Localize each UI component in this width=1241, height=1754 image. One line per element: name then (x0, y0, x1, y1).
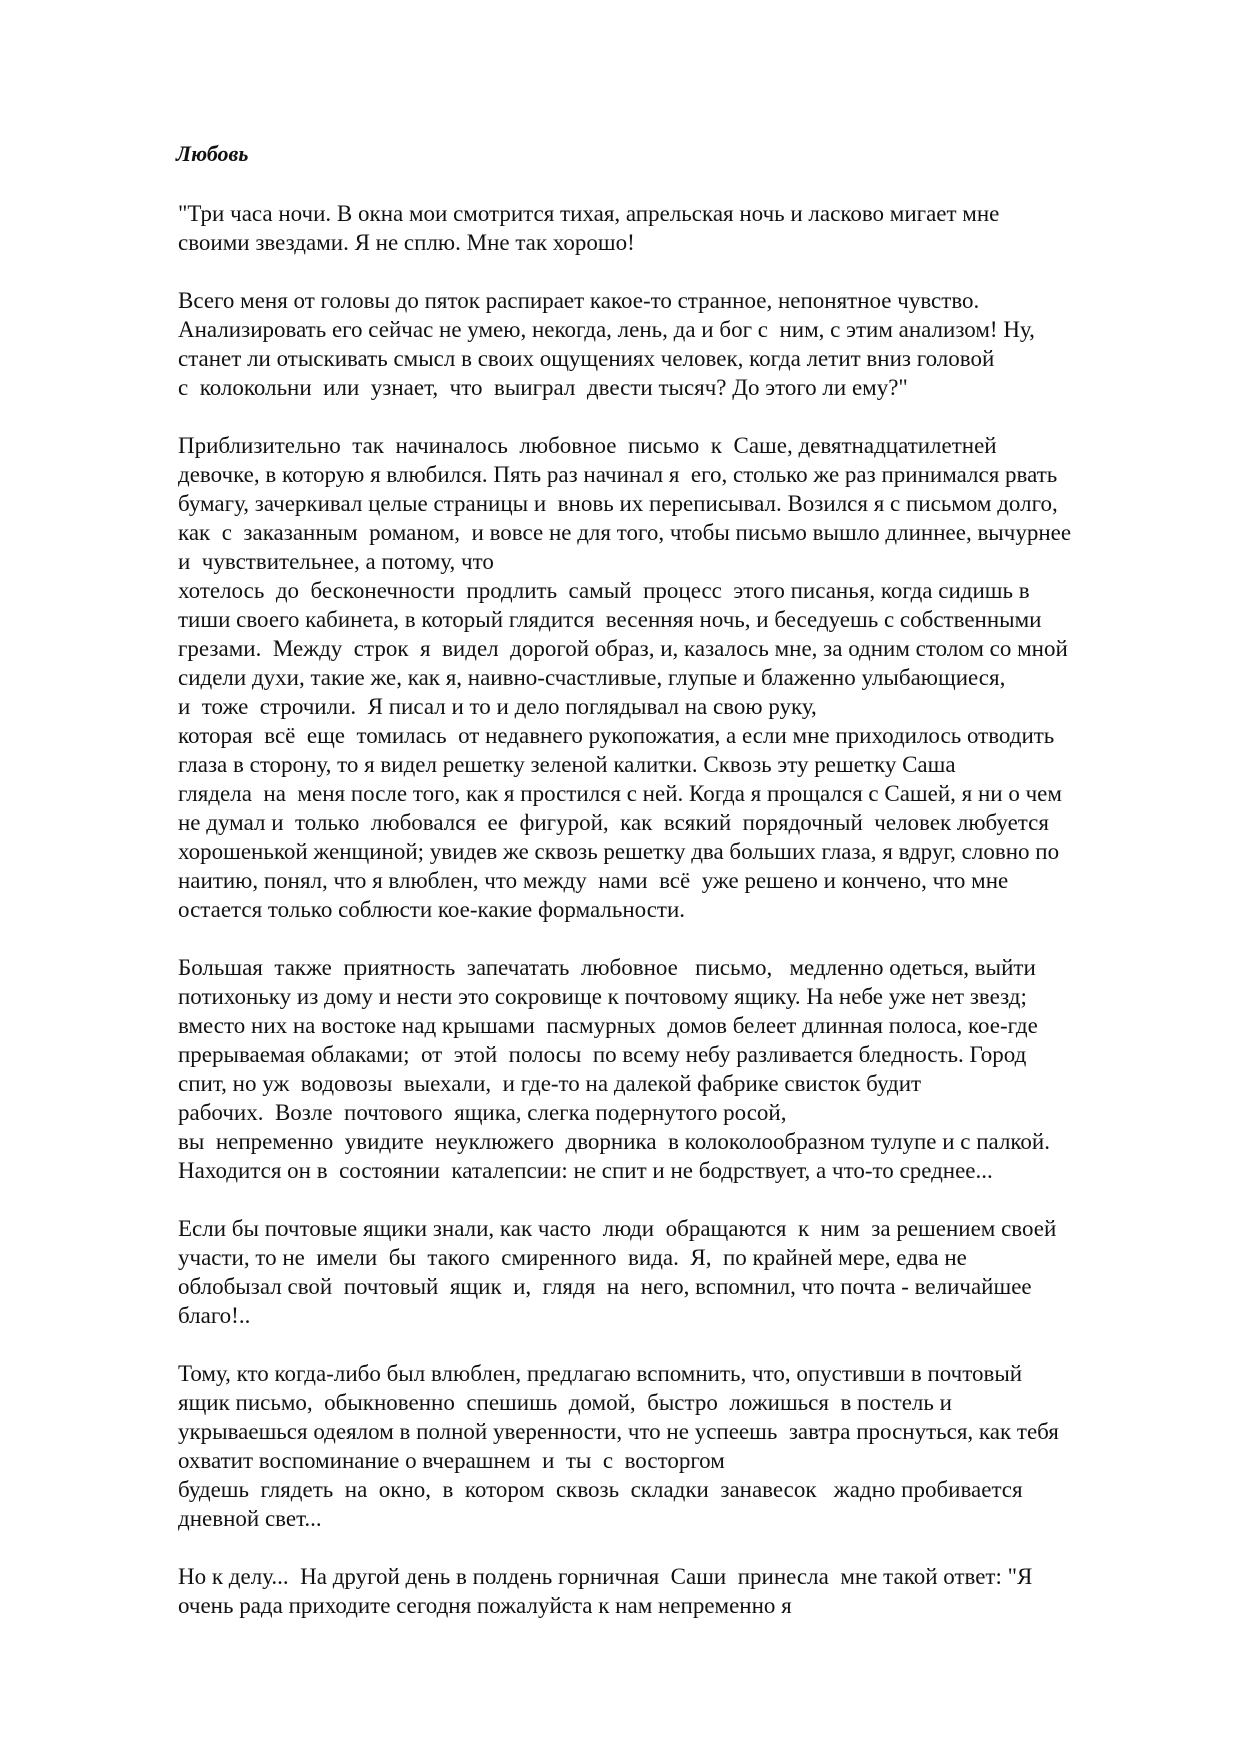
text-line: Всего меня от головы до пяток распирает какое-то странное, непонятное чувство. (178, 288, 980, 313)
text-line: Но к делу... На другой день в полдень горничная Саши принесла мне такой ответ: "Я (178, 1564, 1033, 1589)
text-line: как с заказанным романом, и вовсе не для того, чтобы письмо вышло длиннее, вычурнее (178, 520, 1072, 545)
document-body (178, 199, 1158, 1649)
text-line: очень рада приходите сегодня пожалуйста к нам непременно я (178, 1593, 792, 1618)
paragraph (178, 199, 1158, 257)
text-line: ящик письмо, обыкновенно спешишь домой, быстро ложишься в постель и (178, 1390, 952, 1415)
text-line: глядела на меня после того, как я простился с ней. Когда я прощался с Сашей, я ни о чем (178, 781, 1062, 806)
text-line: Тому, кто когда-либо был влюблен, предлагаю вспомнить, что, опустивши в почтовый (178, 1361, 1023, 1386)
text-line: Большая также приятность запечатать любовное письмо, медленно одеться, выйти (178, 955, 1036, 980)
text-line: укрываешься одеялом в полной уверенности, что не успеешь завтра проснуться, как тебя (178, 1419, 1059, 1444)
text-line: дневной свет... (178, 1506, 322, 1531)
text-line: потихоньку из дому и нести это сокровище к почтовому ящику. На небе уже нет звезд; (178, 984, 1027, 1009)
text-line: сидели духи, такие же, как я, наивно-счастливые, глупые и блаженно улыбающиеся, (178, 665, 1006, 690)
text-line: остается только соблюсти кое-какие формальности. (178, 897, 686, 922)
text-line: вместо них на востоке над крышами пасмурных домов белеет длинная полоса, кое-где (178, 1013, 1038, 1038)
text-line: вы непременно увидите неуклюжего дворника в колоколообразном тулупе и с палкой. (178, 1129, 1050, 1154)
text-line: бумагу, зачеркивал целые страницы и вновь их переписывал. Возился я с письмом долго, (178, 491, 1058, 516)
text-line: станет ли отыскивать смысл в своих ощущениях человек, когда летит вниз головой (178, 346, 995, 371)
text-line: рабочих. Возле почтового ящика, слегка подернутого росой, (178, 1100, 787, 1125)
text-line: будешь глядеть на окно, в котором сквозь складки занавесок жадно пробивается (178, 1477, 1023, 1502)
paragraph (178, 1214, 1158, 1330)
text-line: охватит воспоминание о вчерашнем и ты с восторгом (178, 1448, 725, 1473)
text-line: "Три часа ночи. В окна мои смотрится тихая, апрельская ночь и ласково мигает мне (178, 201, 1000, 226)
paragraph (178, 953, 1158, 1185)
text-line: прерываемая облаками; от этой полосы по всему небу разливается бледность. Город (178, 1042, 1027, 1067)
paragraph (178, 1359, 1158, 1533)
text-line: хорошенькой женщиной; увидев же сквозь решетку два больших глаза, я вдруг, словно по (178, 839, 1060, 864)
document-title: Любовь (176, 141, 249, 166)
text-line: Если бы почтовые ящики знали, как часто люди обращаются к ним за решением своей (178, 1216, 1057, 1241)
text-line: облобызал свой почтовый ящик и, глядя на него, вспомнил, что почта - величайшее (178, 1274, 1032, 1299)
text-line: участи, то не имели бы такого смиренного вида. Я, по крайней мере, едва не (178, 1245, 967, 1270)
text-line: девочке, в которую я влюбился. Пять раз начинал я его, столько же раз принимался рвать (178, 462, 1058, 487)
paragraph (178, 286, 1158, 402)
text-line: не думал и только любовался ее фигурой, как всякий порядочный человек любуется (178, 810, 1049, 835)
text-line: с колокольни или узнает, что выиграл двести тысяч? До этого ли ему?" (178, 375, 908, 400)
text-line: которая всё еще томилась от недавнего рукопожатия, а если мне приходилось отводить (178, 723, 1055, 748)
text-line: наитию, понял, что я влюблен, что между нами всё уже решено и кончено, что мне (178, 868, 1009, 893)
text-line: глаза в сторону, то я видел решетку зеленой калитки. Сквозь эту решетку Саша (178, 752, 956, 777)
text-line: грезами. Между строк я видел дорогой образ, и, казалось мне, за одним столом со мной (178, 636, 1068, 661)
text-line: Находится он в состоянии каталепсии: не спит и не бодрствует, а что-то среднее... (178, 1158, 993, 1183)
text-line: и чувствительнее, а потому, что (178, 549, 494, 574)
paragraph (178, 1562, 1158, 1620)
text-line: Анализировать его сейчас не умею, некогда, лень, да и бог с ним, с этим анализом! Ну, (178, 317, 1035, 342)
text-line: тиши своего кабинета, в который глядится весенняя ночь, и беседуешь с собственными (178, 607, 1042, 632)
text-line: хотелось до бесконечности продлить самый процесс этого писанья, когда сидишь в (178, 578, 1030, 603)
text-line: благо!.. (178, 1303, 251, 1328)
text-line: и тоже строчили. Я писал и то и дело поглядывал на свою руку, (178, 694, 817, 719)
text-line: Приблизительно так начиналось любовное письмо к Саше, девятнадцатилетней (178, 433, 997, 458)
text-line: спит, но уж водовозы выехали, и где-то на далекой фабрике свисток будит (178, 1071, 922, 1096)
paragraph (178, 431, 1158, 924)
text-line: своими звездами. Я не сплю. Мне так хорошо! (178, 230, 635, 255)
